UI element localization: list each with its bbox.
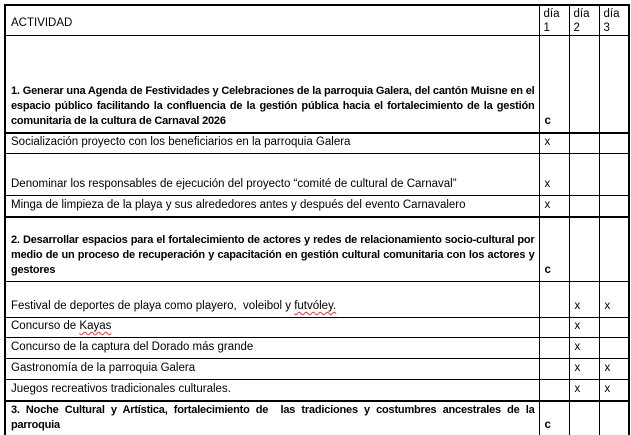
day3-mark-cell xyxy=(599,36,629,133)
day3-mark-cell: x xyxy=(599,282,629,318)
activity-label-cell: Gastronomía de la parroquia Galera xyxy=(5,359,539,380)
day3-mark-cell xyxy=(599,154,629,196)
day1-mark-cell xyxy=(539,359,569,380)
day2-mark-cell: x xyxy=(569,318,599,338)
day2-mark-cell: x xyxy=(569,359,599,380)
activity-label-cell xyxy=(5,318,539,338)
day1-mark-cell xyxy=(539,282,569,318)
header-row xyxy=(5,5,629,36)
activity-label-cell: 2. Desarrollar espacios para el fortalecimiento de actores y redes de relacionamiento socio-cultural por medio de un proceso de recuperación y capacitación en gestión cultural comunitaria con los actores y gestores xyxy=(5,217,539,282)
activity-label-cell: Juegos recreativos tradicionales culturales. xyxy=(5,380,539,401)
activity-row-dorado xyxy=(5,338,629,359)
activity-row-gastronomia xyxy=(5,359,629,380)
day1-mark-cell: x xyxy=(539,154,569,196)
day1-mark-cell: x xyxy=(539,133,569,154)
day1-mark-cell xyxy=(539,380,569,401)
activity-label-cell: 1. Generar una Agenda de Festividades y Celebraciones de la parroquia Galera, del cantón Muisne en el espacio público facilitando la confluencia de la gestión pública hacia el fortalecimiento de la gestión comunitaria de la cultura de Carnaval 2026 xyxy=(5,36,539,133)
day2-mark-cell xyxy=(569,196,599,217)
day2-mark-cell xyxy=(569,36,599,133)
day1-mark-cell xyxy=(539,338,569,359)
day1-mark-cell: c xyxy=(539,36,569,133)
misspelled-word: futvóley. xyxy=(294,300,337,312)
day3-mark-cell xyxy=(599,196,629,217)
day3-mark-cell xyxy=(599,338,629,359)
activity-label-cell: Socialización proyecto con los beneficiarios en la parroquia Galera xyxy=(5,133,539,154)
activity-row-denominar xyxy=(5,154,629,196)
day2-mark-cell xyxy=(569,154,599,196)
day1-column-header: día 1 xyxy=(539,5,569,36)
activity-row-kayas xyxy=(5,318,629,338)
activity-row-section2 xyxy=(5,217,629,282)
day3-mark-cell: x xyxy=(599,380,629,401)
day3-mark-cell: x xyxy=(599,359,629,380)
activity-row-section3 xyxy=(5,401,629,435)
day2-column-header: día 2 xyxy=(569,5,599,36)
day3-mark-cell xyxy=(599,133,629,154)
day2-mark-cell xyxy=(569,133,599,154)
misspelled-word: Kayas xyxy=(79,320,112,332)
activity-label-text: Concurso de xyxy=(11,320,80,332)
day1-mark-cell: c xyxy=(539,401,569,435)
activity-column-header: ACTIVIDAD xyxy=(5,5,539,36)
day3-mark-cell xyxy=(599,401,629,435)
activity-row-section1 xyxy=(5,36,629,133)
activity-row-festival xyxy=(5,282,629,318)
day2-mark-cell: x xyxy=(569,282,599,318)
activity-schedule-table xyxy=(4,4,630,435)
activity-label-cell: Minga de limpieza de la playa y sus alrededores antes y después del evento Carnavalero xyxy=(5,196,539,217)
activity-label-cell: Concurso de la captura del Dorado más grande xyxy=(5,338,539,359)
day2-mark-cell xyxy=(569,217,599,282)
day1-mark-cell xyxy=(539,318,569,338)
day3-mark-cell xyxy=(599,318,629,338)
activity-row-minga xyxy=(5,196,629,217)
day2-mark-cell: x xyxy=(569,380,599,401)
day2-mark-cell: x xyxy=(569,338,599,359)
day1-mark-cell: c xyxy=(539,217,569,282)
day2-mark-cell xyxy=(569,401,599,435)
day1-mark-cell: x xyxy=(539,196,569,217)
activity-row-juegos xyxy=(5,380,629,401)
activity-label-cell: Denominar los responsables de ejecución del proyecto “comité de cultural de Carnaval” xyxy=(5,154,539,196)
activity-row-socializacion xyxy=(5,133,629,154)
activity-label-text: Festival de deportes de playa como playero, voleibol y xyxy=(11,300,295,312)
day3-mark-cell xyxy=(599,217,629,282)
activity-label-cell xyxy=(5,282,539,318)
activity-label-cell: 3. Noche Cultural y Artística, fortalecimiento de las tradiciones y costumbres ancestrales de la parroquia xyxy=(5,401,539,435)
day3-column-header: día 3 xyxy=(599,5,629,36)
